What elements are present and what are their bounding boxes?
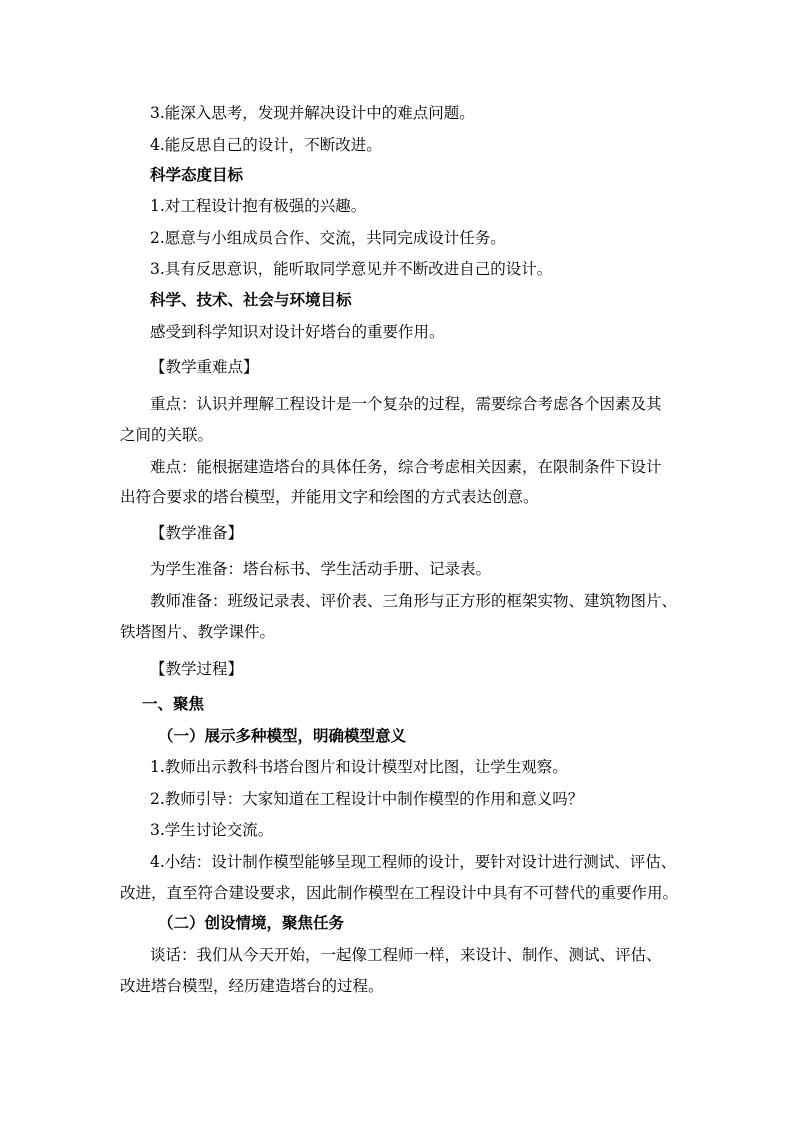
talk-line-1: 谈话：我们从今天开始，一起像工程师一样，来设计、制作、测试、评估、 bbox=[150, 946, 662, 964]
preparation-students: 为学生准备：塔台标书、学生活动手册、记录表。 bbox=[150, 560, 492, 578]
objective-line-3: 3.能深入思考，发现并解决设计中的难点问题。 bbox=[150, 104, 475, 122]
summary-line-2: 改进，直至符合建设要求，因此制作模型在工程设计中具有不可替代的重要作用。 bbox=[120, 884, 679, 902]
talk-line-2: 改进塔台模型，经历建造塔台的过程。 bbox=[120, 977, 384, 995]
section1-line-2: 2.教师引导：大家知道在工程设计中制作模型的作用和意义吗？ bbox=[150, 790, 584, 808]
key-points-heading: 【教学重难点】 bbox=[150, 358, 259, 376]
process-heading: 【教学过程】 bbox=[150, 660, 244, 678]
stse-line: 感受到科学知识对设计好塔台的重要作用。 bbox=[150, 323, 445, 341]
preparation-teacher-line-1: 教师准备：班级记录表、评价表、三角形与正方形的框架实物、建筑物图片、 bbox=[150, 592, 678, 610]
attitude-line-2: 2.愿意与小组成员合作、交流，共同完成设计任务。 bbox=[150, 229, 506, 247]
difficulty-line-2: 出符合要求的塔台模型，并能用文字和绘图的方式表达创意。 bbox=[120, 488, 539, 506]
preparation-heading: 【教学准备】 bbox=[150, 524, 244, 542]
section1-line-3: 3.学生讨论交流。 bbox=[150, 821, 274, 839]
focus-line-2: 之间的关联。 bbox=[120, 426, 214, 444]
summary-line-1: 4.小结：设计制作模型能够呈现工程师的设计，要针对设计进行测试、评估、 bbox=[150, 853, 677, 871]
difficulty-line-1: 难点：能根据建造塔台的具体任务，综合考虑相关因素，在限制条件下设计 bbox=[150, 458, 662, 476]
attitude-line-1: 1.对工程设计抱有极强的兴趣。 bbox=[150, 197, 367, 215]
stse-heading: 科学、技术、社会与环境目标 bbox=[150, 290, 352, 309]
preparation-teacher-line-2: 铁塔图片、教学课件。 bbox=[120, 623, 276, 641]
section1-line-1: 1.教师出示教科书塔台图片和设计模型对比图，让学生观察。 bbox=[150, 758, 568, 776]
section1-title: （一）展示多种模型，明确模型意义 bbox=[158, 726, 407, 745]
part1-title: 一、聚焦 bbox=[142, 694, 205, 713]
section2-title: （二）创设情境，聚焦任务 bbox=[158, 913, 345, 932]
focus-line-1: 重点：认识并理解工程设计是一个复杂的过程，需要综合考虑各个因素及其 bbox=[150, 395, 662, 413]
attitude-heading: 科学态度目标 bbox=[150, 165, 244, 184]
objective-line-4: 4.能反思自己的设计，不断改进。 bbox=[150, 136, 382, 154]
attitude-line-3: 3.具有反思意识，能听取同学意见并不断改进自己的设计。 bbox=[150, 260, 553, 278]
